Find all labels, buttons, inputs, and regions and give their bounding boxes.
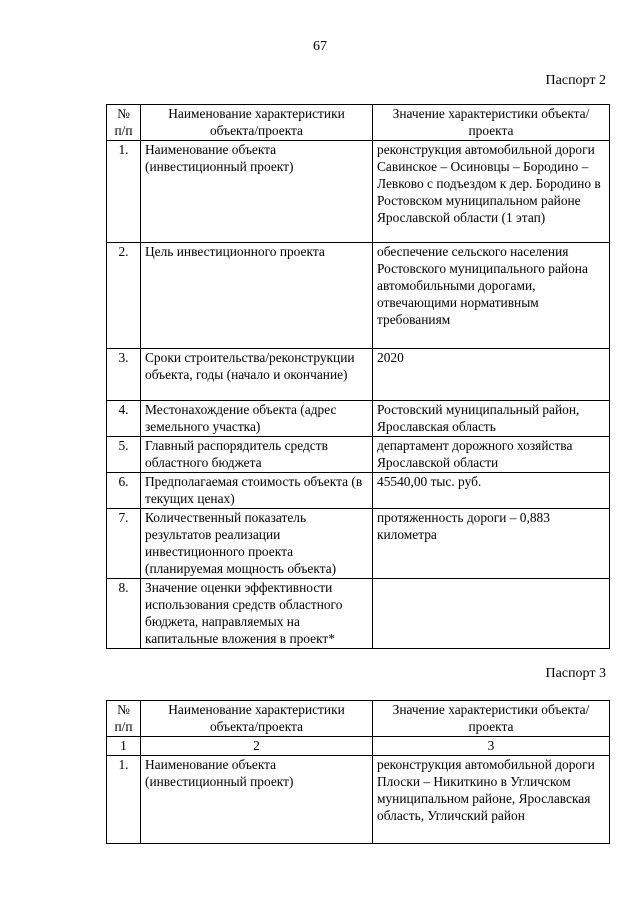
row-value: обеспечение сельского населения Ростовского муниципального района автомобильными дорогами, отвечающими нормативным требованиям xyxy=(373,243,610,349)
row-name: Цель инвестиционного проекта xyxy=(141,243,373,349)
header-number: № п/п xyxy=(107,701,141,737)
row-number: 7. xyxy=(107,509,141,579)
column-number-3: 3 xyxy=(373,737,610,756)
row-value: реконструкция автомобильной дороги Савинское – Осиновцы – Бородино – Левково с подъездом к дер. Бородино в Ростовском муниципальном районе Ярославской области (1 этап) xyxy=(373,141,610,243)
column-numbers-row xyxy=(107,737,610,756)
row-name: Главный распорядитель средств областного бюджета xyxy=(141,437,373,473)
row-value: Ростовский муниципальный район, Ярославская область xyxy=(373,401,610,437)
row-value xyxy=(373,579,610,649)
passport-2-label: Паспорт 2 xyxy=(545,73,606,88)
row-number: 8. xyxy=(107,579,141,649)
header-number: № п/п xyxy=(107,105,141,141)
table-header-row xyxy=(107,105,610,141)
row-value: протяженность дороги – 0,883 километра xyxy=(373,509,610,579)
table-row xyxy=(107,141,610,243)
row-value: 2020 xyxy=(373,349,610,401)
passport-3-table xyxy=(106,700,610,844)
row-name: Предполагаемая стоимость объекта (в текущих ценах) xyxy=(141,473,373,509)
row-name: Наименование объекта (инвестиционный проект) xyxy=(141,756,373,844)
table-row xyxy=(107,401,610,437)
row-value: 45540,00 тыс. руб. xyxy=(373,473,610,509)
row-number: 1. xyxy=(107,141,141,243)
row-number: 6. xyxy=(107,473,141,509)
row-name: Значение оценки эффективности использования средств областного бюджета, направляемых на капитальные вложения в проект* xyxy=(141,579,373,649)
row-value: реконструкция автомобильной дороги Плоски – Никиткино в Угличском муниципальном районе, Ярославская область, Угличский район xyxy=(373,756,610,844)
header-characteristic-value: Значение характеристики объекта/проекта xyxy=(373,701,610,737)
row-name: Сроки строительства/реконструкции объекта, годы (начало и окончание) xyxy=(141,349,373,401)
table-row xyxy=(107,349,610,401)
table-header-row xyxy=(107,701,610,737)
table-row xyxy=(107,756,610,844)
header-characteristic-value: Значение характеристики объекта/проекта xyxy=(373,105,610,141)
header-characteristic-name: Наименование характеристики объекта/проекта xyxy=(141,105,373,141)
row-name: Количественный показатель результатов реализации инвестиционного проекта (планируемая мощность объекта) xyxy=(141,509,373,579)
table-row xyxy=(107,509,610,579)
row-number: 4. xyxy=(107,401,141,437)
row-number: 1. xyxy=(107,756,141,844)
passport-3-label: Паспорт 3 xyxy=(545,666,606,681)
page-number: 67 xyxy=(313,39,327,54)
row-name: Местонахождение объекта (адрес земельного участка) xyxy=(141,401,373,437)
passport-2-table xyxy=(106,104,610,649)
row-name: Наименование объекта (инвестиционный проект) xyxy=(141,141,373,243)
table-row xyxy=(107,243,610,349)
header-characteristic-name: Наименование характеристики объекта/проекта xyxy=(141,701,373,737)
row-number: 2. xyxy=(107,243,141,349)
column-number-2: 2 xyxy=(141,737,373,756)
row-number: 5. xyxy=(107,437,141,473)
table-row xyxy=(107,473,610,509)
table-row xyxy=(107,437,610,473)
row-value: департамент дорожного хозяйства Ярославской области xyxy=(373,437,610,473)
row-number: 3. xyxy=(107,349,141,401)
table-row xyxy=(107,579,610,649)
column-number-1: 1 xyxy=(107,737,141,756)
